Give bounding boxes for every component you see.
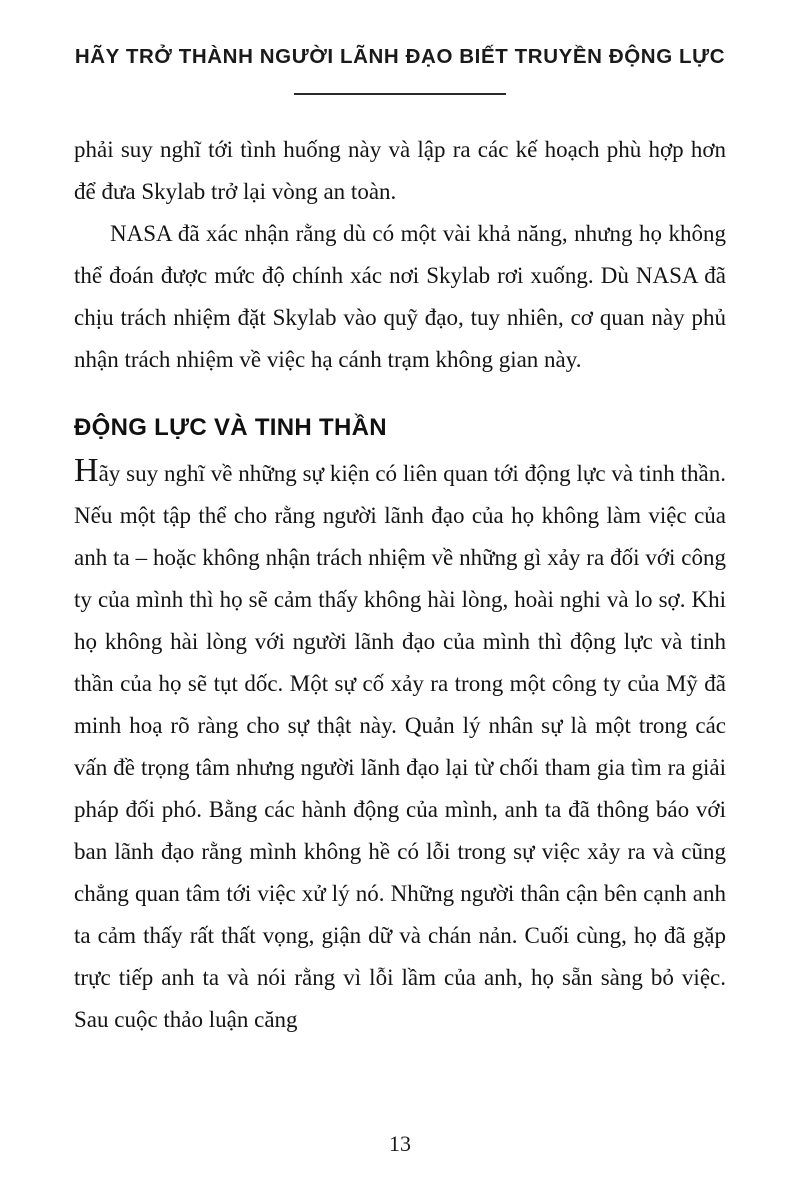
lead-letter: H — [74, 452, 99, 489]
section-heading: ĐỘNG LỰC VÀ TINH THẦN — [74, 414, 387, 441]
body-paragraph: phải suy nghĩ tới tình huống này và lập ra các kế hoạch phù hợp hơn để đưa Skylab trở lại vòng an toàn. — [74, 137, 726, 204]
page-body — [0, 95, 800, 1041]
section-paragraph — [74, 453, 726, 1041]
section-paragraph-text: ãy suy nghĩ về những sự kiện có liên quan tới động lực và tinh thần. Nếu một tập thể cho rằng người lãnh đạo của họ không làm việc của anh ta – hoặc không nhận trách nhiệm về những gì xảy ra đối với công ty của mình thì họ sẽ cảm thấy không hài lòng, hoài nghi và lo sợ. Khi họ không hài lòng với người lãnh đạo của mình thì động lực và tinh thần của họ sẽ tụt dốc. Một sự cố xảy ra trong một công ty của Mỹ đã minh hoạ rõ ràng cho sự thật này. Quản lý nhân sự là một trong các vấn đề trọng tâm nhưng người lãnh đạo lại từ chối tham gia tìm ra giải pháp đối phó. Bằng các hành động của mình, anh ta đã thông báo với ban lãnh đạo rằng mình không hề có lỗi trong sự việc xảy ra và cũng chẳng quan tâm tới việc xử lý nó. Những người thân cận bên cạnh anh ta cảm thấy rất thất vọng, giận dữ và chán nản. Cuối cùng, họ đã gặp trực tiếp anh ta và nói rằng vì lỗi lầm của anh, họ sẵn sàng bỏ việc. Sau cuộc thảo luận căng — [74, 461, 726, 1032]
page-number: 13 — [389, 1131, 411, 1156]
running-header-title: HÃY TRỞ THÀNH NGƯỜI LÃNH ĐẠO BIẾT TRUYỀN ĐỘNG LỰC — [74, 45, 726, 68]
body-paragraph: NASA đã xác nhận rằng dù có một vài khả năng, nhưng họ không thể đoán được mức độ chính xác nơi Skylab rơi xuống. Dù NASA đã chịu trách nhiệm đặt Skylab vào quỹ đạo, tuy nhiên, cơ quan này phủ nhận trách nhiệm về việc hạ cánh trạm không gian này. — [74, 221, 726, 372]
